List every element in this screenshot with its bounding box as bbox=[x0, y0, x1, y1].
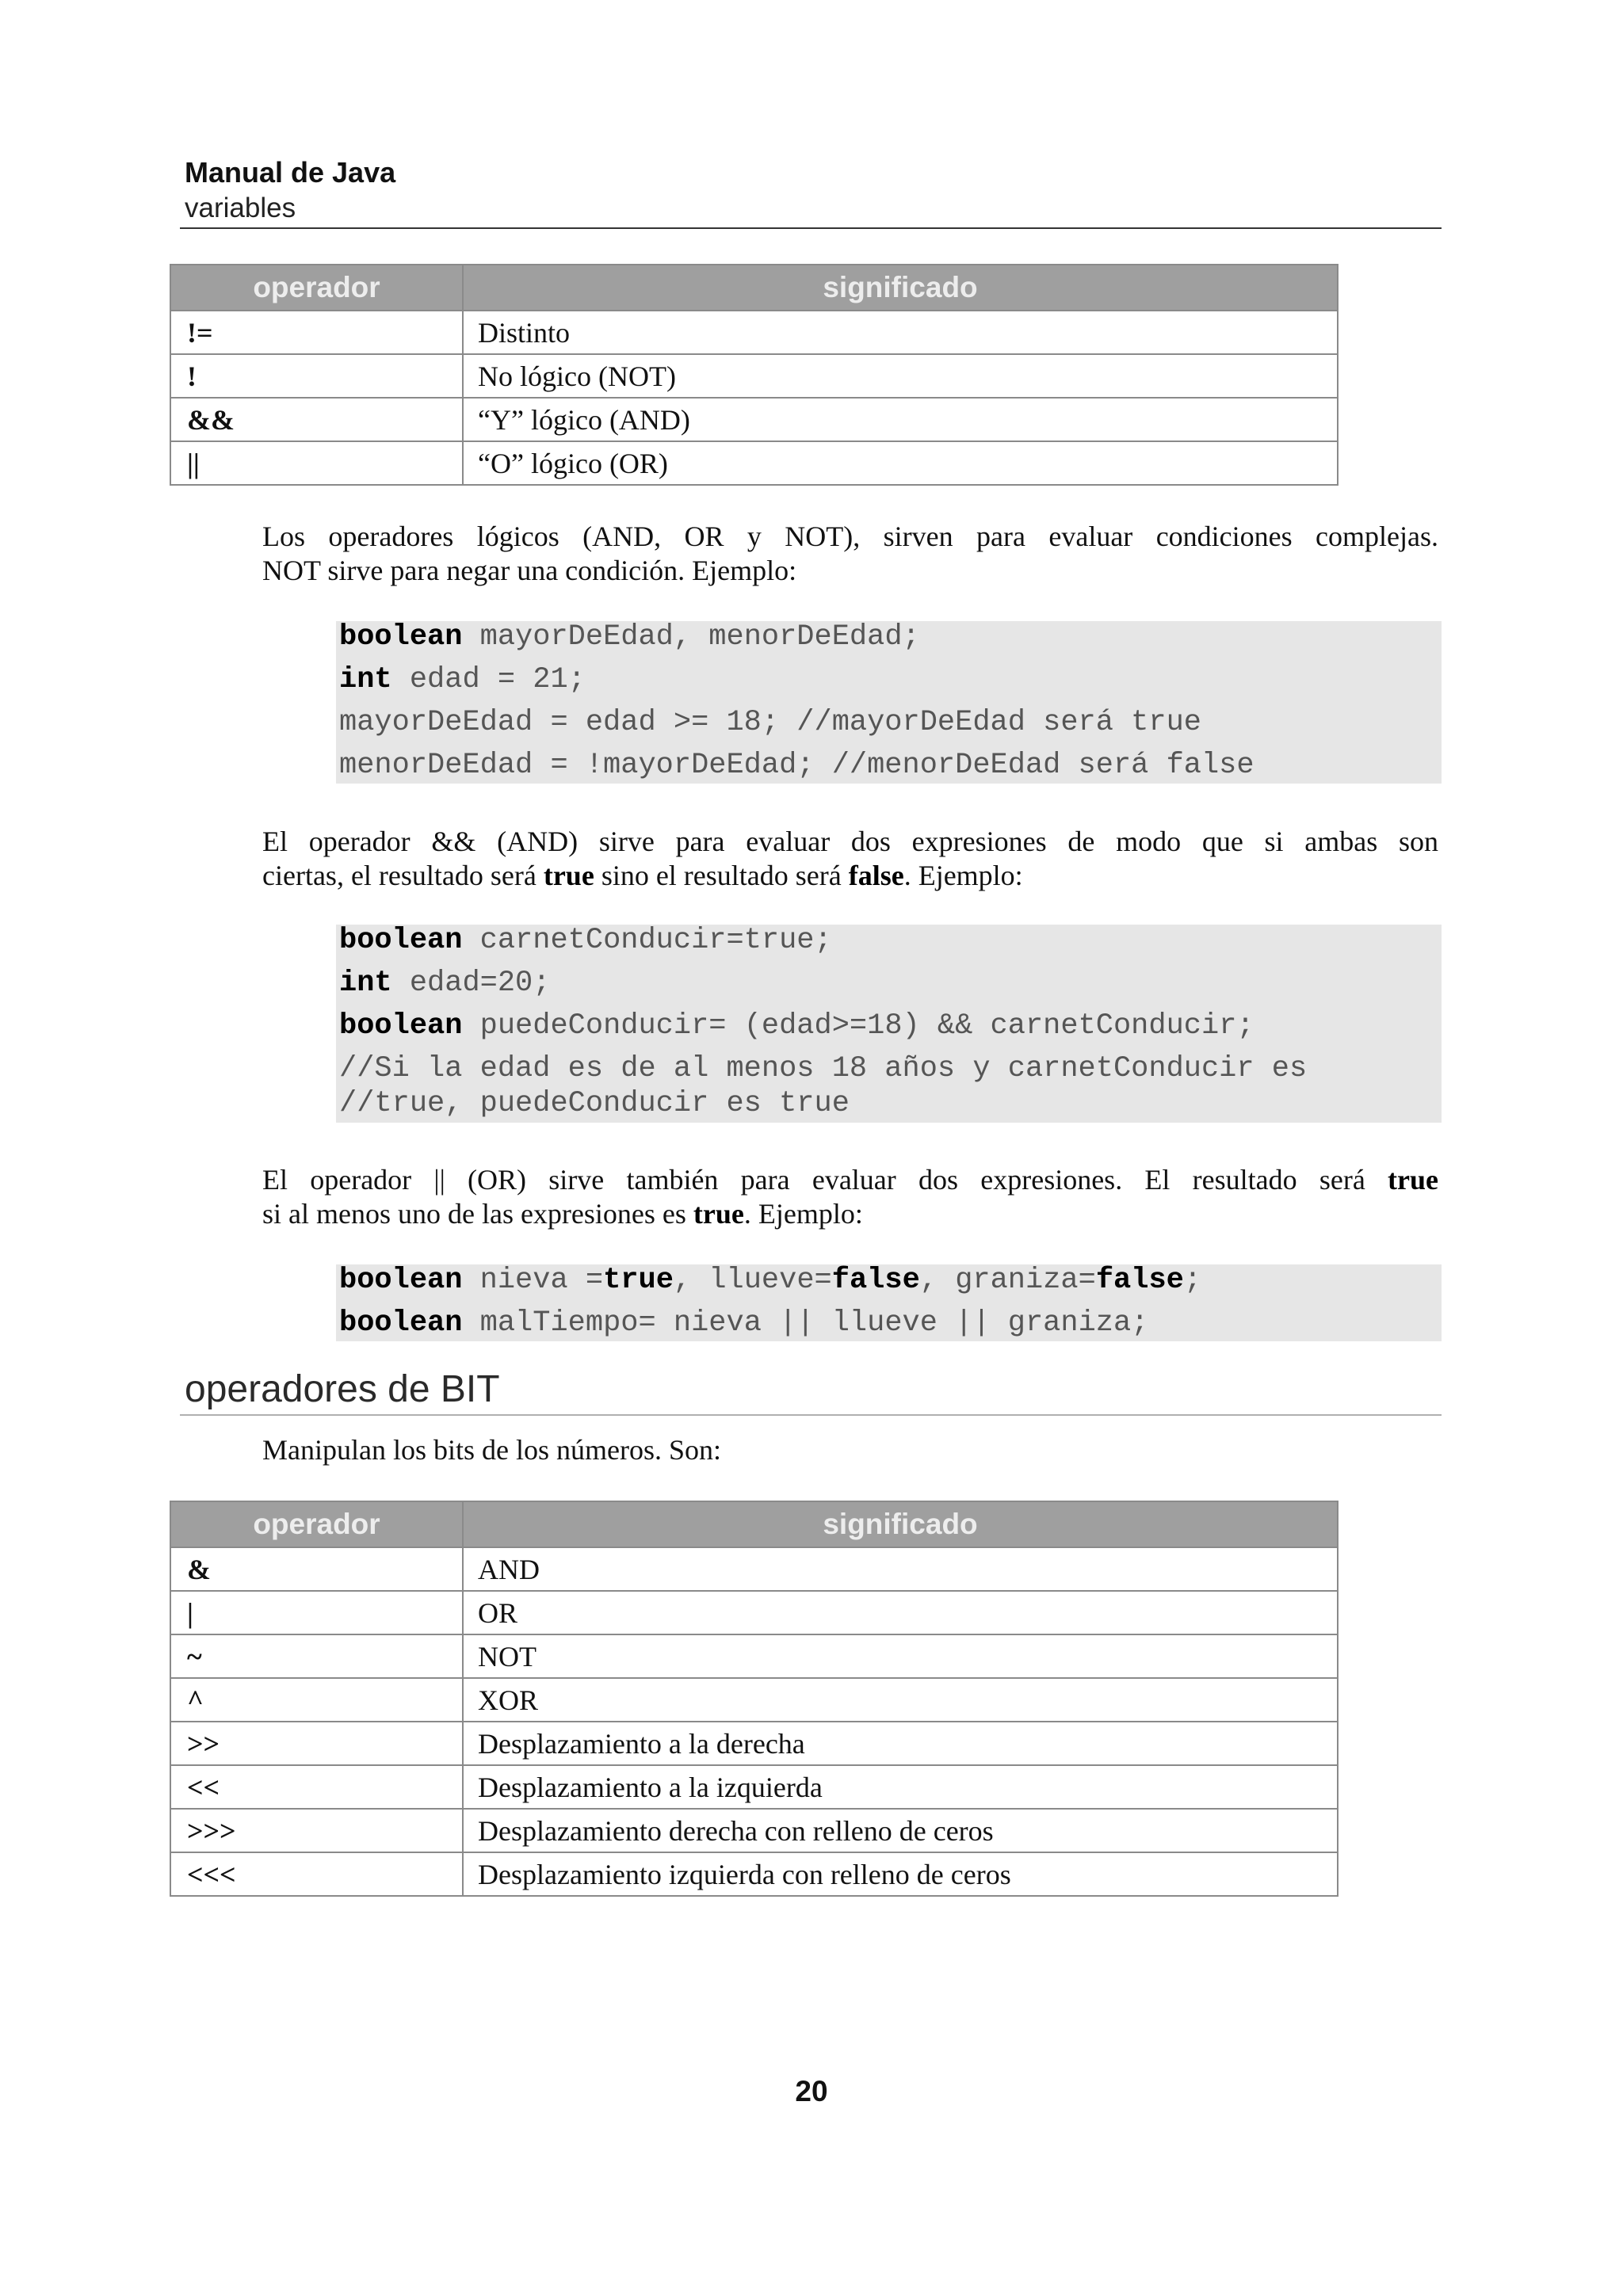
operator-cell: >>> bbox=[170, 1809, 463, 1852]
column-header-operator: operador bbox=[170, 1501, 463, 1547]
meaning-cell: No lógico (NOT) bbox=[463, 354, 1338, 398]
operator-cell: ~ bbox=[170, 1634, 463, 1678]
bold-term: true bbox=[543, 860, 594, 891]
code-keyword: boolean bbox=[339, 1009, 463, 1043]
code-block-not bbox=[336, 621, 1442, 784]
meaning-cell: XOR bbox=[463, 1678, 1338, 1722]
page-number: 20 bbox=[795, 2075, 828, 2107]
code-line bbox=[336, 616, 1442, 658]
running-header-title: Manual de Java bbox=[185, 156, 396, 189]
code-lines bbox=[336, 616, 1442, 787]
operator-cell: | bbox=[170, 1591, 463, 1634]
operator-cell: ^ bbox=[170, 1678, 463, 1722]
table-row bbox=[170, 1852, 1338, 1896]
table-header-row bbox=[170, 1501, 1338, 1547]
code-text: , graniza= bbox=[919, 1264, 1096, 1297]
meaning-cell: Desplazamiento a la derecha bbox=[463, 1722, 1338, 1765]
code-text: malTiempo= nieva || llueve || graniza; bbox=[462, 1306, 1149, 1340]
column-header-meaning: significado bbox=[463, 265, 1338, 311]
table-row bbox=[170, 1809, 1338, 1852]
code-text: ; bbox=[1183, 1264, 1202, 1297]
code-keyword: int bbox=[339, 967, 392, 1000]
code-text: mayorDeEdad = edad >= 18; //mayorDeEdad será true bbox=[339, 706, 1201, 739]
meaning-cell: Desplazamiento izquierda con relleno de ceros bbox=[463, 1852, 1338, 1896]
table-row bbox=[170, 1634, 1338, 1678]
operator-cell: << bbox=[170, 1765, 463, 1809]
text-run: si al menos uno de las expresiones es bbox=[262, 1198, 693, 1230]
table-row bbox=[170, 1547, 1338, 1591]
code-text: nieva = bbox=[462, 1264, 604, 1297]
operator-cell: && bbox=[170, 398, 463, 441]
code-comment-line bbox=[336, 1086, 1442, 1121]
table-row bbox=[170, 1722, 1338, 1765]
code-text: menorDeEdad = !mayorDeEdad; //menorDeEdad será false bbox=[339, 749, 1254, 782]
code-line bbox=[336, 1302, 1442, 1344]
text-run: ciertas, el resultado será bbox=[262, 860, 544, 891]
code-line bbox=[336, 1259, 1442, 1302]
code-line bbox=[336, 744, 1442, 787]
operator-cell: & bbox=[170, 1547, 463, 1591]
paragraph-and-operator bbox=[262, 825, 1438, 893]
code-text: edad = 21; bbox=[391, 663, 586, 696]
header-divider bbox=[180, 227, 1442, 229]
text-run: . Ejemplo: bbox=[743, 1198, 863, 1230]
text-run: sino el resultado será bbox=[594, 860, 849, 891]
code-keyword: boolean bbox=[339, 1306, 463, 1340]
column-header-operator: operador bbox=[170, 265, 463, 311]
code-line bbox=[336, 962, 1442, 1005]
paragraph-line: El operador && (AND) sirve para evaluar dos expresiones de modo que si ambas son bbox=[262, 826, 1438, 857]
code-keyword: boolean bbox=[339, 620, 463, 654]
code-keyword: false bbox=[831, 1264, 920, 1297]
code-text: //true, puedeConducir es true bbox=[339, 1087, 850, 1120]
code-keyword: int bbox=[339, 663, 392, 696]
code-lines bbox=[336, 1259, 1442, 1344]
bold-term: true bbox=[1388, 1164, 1438, 1196]
meaning-cell: “Y” lógico (AND) bbox=[463, 398, 1338, 441]
column-header-meaning: significado bbox=[463, 1501, 1338, 1547]
table-row bbox=[170, 1678, 1338, 1722]
meaning-cell: AND bbox=[463, 1547, 1338, 1591]
meaning-cell: NOT bbox=[463, 1634, 1338, 1678]
section-divider bbox=[180, 1414, 1442, 1416]
paragraph-line: Los operadores lógicos (AND, OR y NOT), sirven para evaluar condiciones complejas. bbox=[262, 521, 1438, 552]
code-keyword: false bbox=[1095, 1264, 1184, 1297]
running-header-section: variables bbox=[185, 193, 296, 223]
paragraph-line: Manipulan los bits de los números. Son: bbox=[262, 1434, 721, 1466]
bit-operators-table bbox=[170, 1501, 1338, 1897]
paragraph-line bbox=[262, 1163, 1438, 1197]
code-comment-line bbox=[336, 1051, 1442, 1086]
paragraph-logical-operators bbox=[262, 520, 1438, 588]
code-text: carnetConducir=true; bbox=[462, 924, 832, 957]
meaning-cell: “O” lógico (OR) bbox=[463, 441, 1338, 485]
table-row bbox=[170, 441, 1338, 485]
code-keyword: boolean bbox=[339, 1264, 463, 1297]
operator-cell: != bbox=[170, 311, 463, 354]
code-text: puedeConducir= (edad>=18) && carnetConducir; bbox=[462, 1009, 1254, 1043]
code-block-or bbox=[336, 1264, 1442, 1341]
text-run: El operador || (OR) sirve también para evaluar dos expresiones. El resultado será bbox=[262, 1164, 1388, 1196]
meaning-cell: Desplazamiento derecha con relleno de ceros bbox=[463, 1809, 1338, 1852]
logical-operators-table bbox=[170, 264, 1338, 486]
section-heading-bit-operators: operadores de BIT bbox=[185, 1368, 500, 1410]
code-keyword: true bbox=[603, 1264, 674, 1297]
operator-cell: <<< bbox=[170, 1852, 463, 1896]
meaning-cell: OR bbox=[463, 1591, 1338, 1634]
bold-term: false bbox=[848, 860, 904, 891]
paragraph-bit-intro bbox=[262, 1433, 1438, 1467]
table-row bbox=[170, 1591, 1338, 1634]
table-row bbox=[170, 1765, 1338, 1809]
bold-term: true bbox=[693, 1198, 744, 1230]
meaning-cell: Desplazamiento a la izquierda bbox=[463, 1765, 1338, 1809]
text-run: . Ejemplo: bbox=[903, 860, 1023, 891]
operator-cell: || bbox=[170, 441, 463, 485]
code-text: //Si la edad es de al menos 18 años y carnetConducir es bbox=[339, 1052, 1308, 1085]
code-text: edad=20; bbox=[391, 967, 551, 1000]
code-keyword: boolean bbox=[339, 924, 463, 957]
table-row bbox=[170, 354, 1338, 398]
meaning-cell: Distinto bbox=[463, 311, 1338, 354]
table-row bbox=[170, 398, 1338, 441]
table-header-row bbox=[170, 265, 1338, 311]
operator-cell: ! bbox=[170, 354, 463, 398]
code-line bbox=[336, 1005, 1442, 1047]
code-text: mayorDeEdad, menorDeEdad; bbox=[462, 620, 920, 654]
paragraph-line bbox=[262, 859, 1438, 893]
paragraph-line bbox=[262, 1197, 1438, 1231]
operator-cell: >> bbox=[170, 1722, 463, 1765]
code-text: , llueve= bbox=[673, 1264, 832, 1297]
code-line bbox=[336, 701, 1442, 744]
paragraph-or-operator bbox=[262, 1163, 1438, 1231]
paragraph-line: NOT sirve para negar una condición. Ejemplo: bbox=[262, 555, 797, 586]
code-lines bbox=[336, 919, 1442, 1121]
code-line bbox=[336, 658, 1442, 701]
code-line bbox=[336, 919, 1442, 962]
table-row bbox=[170, 311, 1338, 354]
code-block-and bbox=[336, 925, 1442, 1123]
